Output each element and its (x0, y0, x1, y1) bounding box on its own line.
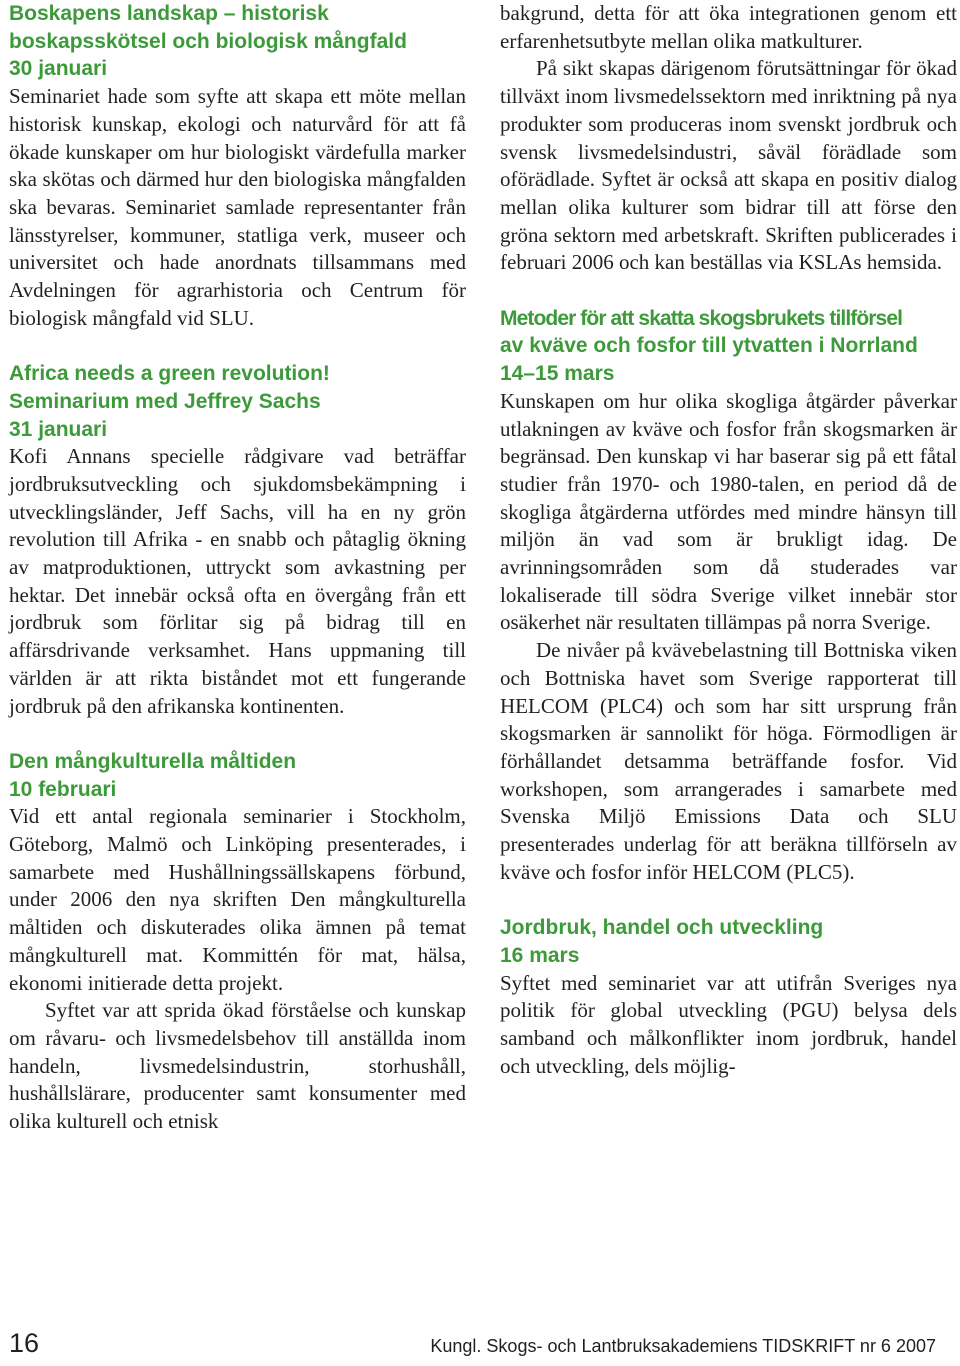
article-date: 31 januari (9, 417, 108, 441)
right-column (500, 0, 957, 1080)
article-date: 14–15 mars (500, 362, 615, 386)
section-spacer (9, 720, 466, 748)
article-title-line: Africa needs a green revolution! (9, 362, 330, 386)
article-title (9, 0, 466, 55)
article-title-line: Boskapens landskap – historisk (9, 2, 329, 25)
article-title (500, 305, 957, 360)
article-africa-green-revolution (9, 360, 466, 720)
article-title-line: Metoder för att skatta skogsbrukets tillförsel (500, 306, 903, 330)
section-spacer (500, 277, 957, 305)
page-footer (9, 1326, 936, 1366)
article-paragraph: bakgrund, detta för att öka integrationen genom ett erfarenhetsutbyte mellan olika matkulturer. (500, 1, 957, 53)
article-continuation (500, 0, 957, 277)
article-boskapens-landskap (9, 0, 466, 332)
article-title (9, 360, 466, 415)
article-title-line: boskapsskötsel och biologisk mångfald (9, 29, 407, 53)
article-title-line: Seminarium med Jeffrey Sachs (9, 389, 321, 413)
article-paragraph: Kunskapen om hur olika skogliga åtgärder påverkar utlakningen av kväve och fosfor från skogsmarken är begränsad. Den kunskap vi har baserar sig på ett fåtal studier från 1970- och 1980-talen, en period då de skogliga åtgärderna utfördes med mindre hänsyn till miljön än vad som är brukligt idag. De avrinningsområden som då studerades var lokaliserade till södra Sverige vilket innebär stor osäkerhet när resultaten tillämpas på norra Sverige. (500, 388, 957, 635)
article-paragraph: De nivåer på kvävebelastning till Bottniska viken och Bottniska havet som Sverige rapporterat till HELCOM (PLC4) och som har sitt ursprung från skogsmarken är sannolikt för höga. Förmodligen är förhållandet detsamma beträffande fosfor. Vid workshopen, som arrangerades i samarbete med Svenska Miljö Emissions Data och SLU presenterades underlag för att beräkna tillförseln av kväve och fosfor inför HELCOM (PLC5). (500, 638, 957, 884)
article-skogsbruk-kvave-fosfor (500, 305, 957, 887)
article-paragraph: Syftet var att sprida ökad förståelse och kunskap om råvaru- och livsmedelsbehov till anställda inom handeln, livsmedelsindustrin, storhushåll, hushållslärare, producenter samt konsumenter med olika kulturell och etnisk (9, 998, 466, 1134)
publication-title: Kungl. Skogs- och Lantbruksakademiens TIDSKRIFT nr 6 2007 (430, 1336, 936, 1356)
article-paragraph: På sikt skapas därigenom förutsättningar för ökad tillväxt inom livsmedelssektorn med inriktning på nya produkter som produceras inom svenskt jordbruk och svensk livsmedelsindustri, såväl förädlade som oförädlade. Syftet är också att skapa en positiv dialog mellan olika kulturer som bidrar till att förse den gröna sektorn med arbetskraft. Skriften publicerades i februari 2006 och kan beställas via KSLAs hemsida. (500, 56, 957, 275)
article-title: Den mångkulturella måltiden (9, 749, 297, 773)
article-date: 10 februari (9, 777, 117, 801)
article-paragraph: Seminariet hade som syfte att skapa ett möte mellan historisk kunskap, ekologi och naturvård för att få ökade kunskaper om hur biologiskt värdefulla marker ska skötas och därmed hur den biologiska mångfalden ska bevaras. Seminariet samlade representanter från länsstyrelser, kommuner, statliga verk, museer och universitet och hade anordnats tillsammans med Avdelningen för agrarhistoria och Centrum för biologisk mångfald vid SLU. (9, 84, 466, 330)
section-spacer (9, 332, 466, 360)
article-title: Jordbruk, handel och utveckling (500, 916, 824, 940)
article-paragraph: Syftet med seminariet var att utifrån Sveriges nya politik för global utveckling (PGU) belysa dels samband och målkonflikter inom jordbruk, handel och utveckling, dels möjlig- (500, 970, 957, 1078)
article-date: 16 mars (500, 943, 580, 967)
article-date: 30 januari (9, 57, 108, 81)
article-mangkulturella-maltiden (9, 748, 466, 1136)
article-jordbruk-handel-utveckling (500, 914, 957, 1080)
page-number: 16 (9, 1328, 40, 1358)
article-paragraph: Vid ett antal regionala seminarier i Stockholm, Göteborg, Malmö och Linköping presenterades, i samarbete med Hushållningssällskapens förbund, under 2006 den nya skriften Den mångkulturella måltiden och diskuterades olika ämnen på temat mångkulturell mat. Kommittén för mat, hälsa, ekonomi initierade detta projekt. (9, 804, 466, 995)
left-column (9, 0, 466, 1136)
article-title-line: av kväve och fosfor till ytvatten i Norrland (500, 334, 918, 358)
section-spacer (500, 886, 957, 914)
article-paragraph: Kofi Annans specielle rådgivare vad beträffar jordbruksutveckling och sjukdomsbekämpning i utvecklingsländer, Jeff Sachs, vill ha en ny grön revolution till Afrika - en snabb och påtaglig ökning av matproduktionen, uttryckt som avkastning per hektar. Det innebär också ofta en övergång från ett jordbruk som förlitar sig på bidrag till en affärsdrivande verksamhet. Hans uppmaning till världen är att rikta biståndet mot ett fungerande jordbruk på den afrikanska kontinenten. (9, 444, 466, 718)
